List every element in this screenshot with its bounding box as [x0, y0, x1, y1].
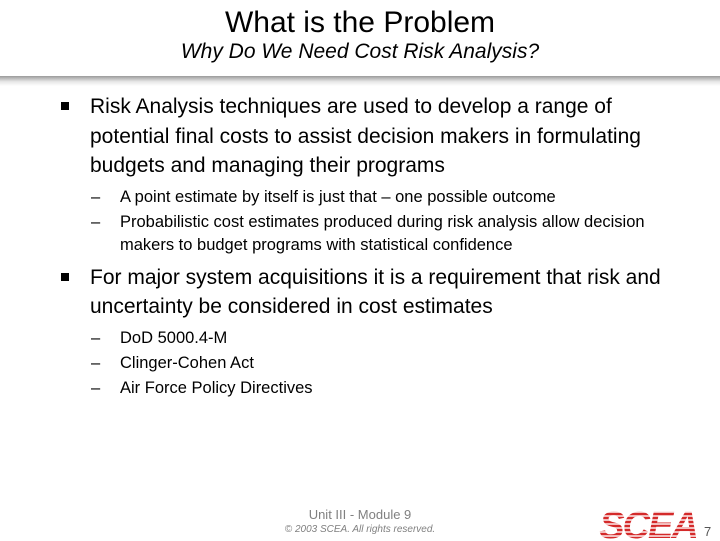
slide-body — [58, 92, 678, 401]
sub-bullet-2-3 — [58, 376, 678, 401]
slide-subtitle: Why Do We Need Cost Risk Analysis? — [180, 40, 540, 63]
sub-bullet-1-1 — [58, 185, 678, 210]
footer-module: Unit III - Module 9 — [308, 507, 412, 522]
sub-bullet-text: Probabilistic cost estimates produced during risk analysis allow decision makers to budget programs with statistical confidence — [120, 212, 645, 254]
sub-bullet-2-1 — [58, 326, 678, 351]
dash-icon: – — [91, 378, 101, 397]
dash-icon: – — [91, 187, 101, 206]
sub-bullet-1-2 — [58, 210, 678, 257]
bullet-2-text: For major system acquisitions it is a requirement that risk and uncertainty be considered in cost estimates — [90, 265, 661, 318]
scea-logo — [588, 505, 708, 541]
slide-title: What is the Problem — [224, 6, 496, 39]
dash-icon: – — [91, 212, 101, 231]
bullet-1-text: Risk Analysis techniques are used to develop a range of potential final costs to assist decision makers in formulating budgets and managing their programs — [90, 95, 641, 177]
slide-header — [0, 6, 720, 64]
dash-icon: – — [91, 353, 101, 372]
sub-bullet-text: DoD 5000.4-M — [120, 328, 228, 347]
footer-copyright: © 2003 SCEA. All rights reserved. — [284, 524, 436, 535]
logo-text: SCEA — [599, 505, 697, 541]
bullet-1 — [58, 92, 678, 181]
title-divider — [0, 76, 720, 86]
bullet-2 — [58, 263, 678, 322]
sub-bullet-2-2 — [58, 351, 678, 376]
dash-icon: – — [91, 328, 101, 347]
sub-bullet-text: A point estimate by itself is just that – one possible outcome — [120, 187, 556, 206]
square-bullet-icon — [61, 273, 69, 281]
page-number: 7 — [704, 524, 712, 539]
square-bullet-icon — [61, 102, 69, 110]
sub-bullet-text: Clinger-Cohen Act — [120, 353, 254, 372]
sub-bullet-text: Air Force Policy Directives — [120, 378, 313, 397]
